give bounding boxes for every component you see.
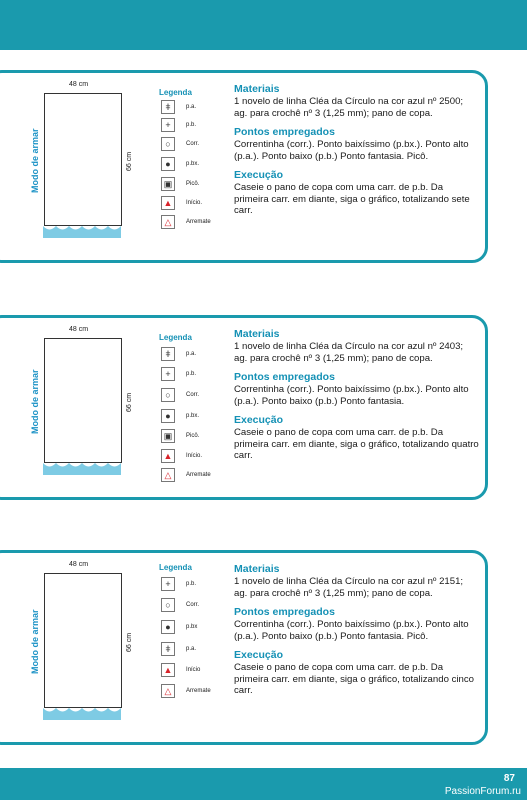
pattern-card (0, 315, 488, 500)
wave-border-icon (43, 461, 121, 475)
legend-label: p.a. (186, 104, 197, 110)
assembly-label: Modo de armar (30, 368, 40, 434)
height-measure: 66 cm (126, 151, 133, 171)
finish-symbol-icon: △ (161, 215, 175, 229)
legend-item (161, 620, 197, 634)
legend-item (161, 118, 196, 132)
pattern-card (0, 70, 488, 263)
materials-heading: Materiais (234, 328, 280, 340)
legend-title: Legenda (159, 88, 192, 97)
execution-heading: Execução (234, 414, 284, 426)
legend-label: p.a. (186, 646, 197, 652)
stitches-heading: Pontos empregados (234, 606, 335, 618)
p-b-symbol-icon: + (161, 367, 175, 381)
legend-item (161, 388, 199, 402)
assembly-label: Modo de armar (30, 127, 40, 193)
cloth-diagram (44, 573, 122, 708)
legend-item (161, 196, 202, 210)
legend-item (161, 577, 196, 591)
picot-symbol-icon: ▣ (161, 177, 175, 191)
p-bx-symbol-icon: ● (161, 620, 175, 634)
legend-label: p.bx (186, 624, 198, 630)
execution-text: Caseie o pano de copa com uma carr. de p.b. Da primeira carr. em diante, siga o gráfico, totalizando quatro carr. (234, 427, 479, 461)
legend-item (161, 468, 211, 482)
legend-label: Corr. (186, 602, 200, 608)
start-symbol-icon: ▲ (161, 663, 175, 677)
legend-label: p.bx. (186, 161, 200, 167)
start-symbol-icon: ▲ (161, 196, 175, 210)
legend-item (161, 157, 199, 171)
execution-heading: Execução (234, 169, 284, 181)
legend-label: p.b. (186, 581, 197, 587)
chain-symbol-icon: ○ (161, 598, 175, 612)
finish-symbol-icon: △ (161, 684, 175, 698)
legend-item (161, 684, 211, 698)
width-measure: 48 cm (69, 326, 89, 333)
legend-item (161, 642, 196, 656)
instructions (234, 328, 479, 462)
execution-text: Caseie o pano de copa com uma carr. de p.b. Da primeira carr. em diante, siga o gráfico, totalizando sete carr. (234, 182, 470, 216)
p-a-symbol-icon: ǂ (161, 347, 175, 361)
page-number: 87 (503, 773, 515, 784)
legend-item (161, 429, 199, 443)
pattern-card (0, 550, 488, 745)
p-a-symbol-icon: ǂ (161, 100, 175, 114)
legend-label: p.b. (186, 371, 197, 377)
legend-item (161, 177, 199, 191)
start-symbol-icon: ▲ (161, 449, 175, 463)
legend-item (161, 215, 211, 229)
legend-label: Picô. (186, 433, 200, 439)
cloth-diagram (44, 93, 122, 226)
materials-text: 1 novelo de linha Cléa da Círculo na cor azul nº 2500; ag. para crochê nº 3 (1,25 mm); pano de copa. (234, 96, 464, 119)
legend-item (161, 137, 199, 151)
cloth-diagram (44, 338, 122, 463)
p-bx-symbol-icon: ● (161, 157, 175, 171)
legend-item (161, 367, 196, 381)
width-measure: 48 cm (69, 561, 89, 568)
legend-title: Legenda (159, 333, 192, 342)
materials-heading: Materiais (234, 83, 280, 95)
p-bx-symbol-icon: ● (161, 409, 175, 423)
legend-label: Início. (186, 200, 203, 206)
instructions (234, 563, 479, 697)
legend-item (161, 409, 199, 423)
legend-label: p.bx. (186, 413, 200, 419)
stitches-text: Correntinha (corr.). Ponto baixíssimo (p.bx.). Ponto alto (p.a.). Ponto baixo (p.b.) Ponto fantasia. (234, 384, 469, 407)
legend-item (161, 449, 202, 463)
legend-item (161, 663, 200, 677)
assembly-label: Modo de armar (30, 608, 40, 674)
legend-label: Corr. (186, 141, 200, 147)
stitches-heading: Pontos empregados (234, 126, 335, 138)
height-measure: 66 cm (126, 392, 133, 412)
legend-label: p.b. (186, 122, 197, 128)
legend-label: Início (186, 667, 201, 673)
legend-item (161, 100, 196, 114)
execution-heading: Execução (234, 649, 284, 661)
watermark: PassionForum.ru (444, 786, 521, 797)
legend-label: Arremate (186, 219, 211, 225)
chain-symbol-icon: ○ (161, 137, 175, 151)
stitches-text: Correntinha (corr.). Ponto baixíssimo (p.bx.). Ponto alto (p.a.). Ponto baixo (p.b.) Ponto fantasia. Picô. (234, 139, 469, 162)
instructions (234, 83, 479, 217)
legend-item (161, 347, 196, 361)
legend-label: Corr. (186, 392, 200, 398)
materials-text: 1 novelo de linha Cléa da Círculo na cor azul nº 2403; ag. para crochê nº 3 (1,25 mm); pano de copa. (234, 341, 464, 364)
legend-item (161, 598, 199, 612)
wave-border-icon (43, 224, 121, 238)
legend-label: Arremate (186, 688, 211, 694)
materials-text: 1 novelo de linha Cléa da Círculo na cor azul nº 2151; ag. para crochê nº 3 (1,25 mm); pano de copa. (234, 576, 464, 599)
width-measure: 48 cm (69, 81, 89, 88)
legend-label: p.a. (186, 351, 197, 357)
stitches-heading: Pontos empregados (234, 371, 335, 383)
p-b-symbol-icon: + (161, 577, 175, 591)
p-a-symbol-icon: ǂ (161, 642, 175, 656)
materials-heading: Materiais (234, 563, 280, 575)
top-banner (0, 0, 527, 50)
legend-label: Picô. (186, 181, 200, 187)
height-measure: 66 cm (126, 632, 133, 652)
stitches-text: Correntinha (corr.). Ponto baixíssimo (p.bx.). Ponto alto (p.a.). Ponto baixo (p.b.) Ponto fantasia. Picô. (234, 619, 469, 642)
legend-label: Arremate (186, 472, 211, 478)
wave-border-icon (43, 706, 121, 720)
legend-title: Legenda (159, 563, 192, 572)
p-b-symbol-icon: + (161, 118, 175, 132)
legend-label: Início. (186, 453, 203, 459)
chain-symbol-icon: ○ (161, 388, 175, 402)
finish-symbol-icon: △ (161, 468, 175, 482)
execution-text: Caseie o pano de copa com uma carr. de p.b. Da primeira carr. em diante, siga o gráfico, totalizando cinco carr. (234, 662, 474, 696)
picot-symbol-icon: ▣ (161, 429, 175, 443)
